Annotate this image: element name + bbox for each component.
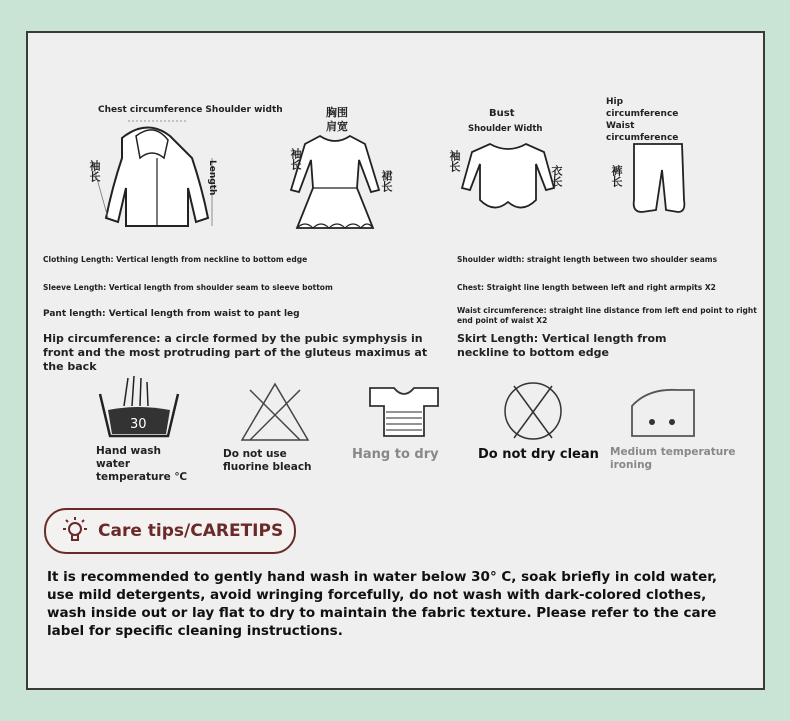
dress-illustration	[285, 130, 385, 230]
def-shoulder-width: Shoulder width: straight length between two shoulder seams	[457, 255, 718, 264]
jacket-chest-shoulder-label: Chest circumference Shoulder width	[98, 105, 283, 115]
def-skirt-length: Skirt Length: Vertical length from neckline to bottom edge	[457, 332, 667, 359]
hand-wash-label: Hand wash water temperature ℃	[96, 445, 188, 483]
pants-length-label: 裤长	[610, 165, 623, 187]
pants-illustration	[620, 140, 700, 220]
no-bleach-icon	[240, 382, 310, 442]
romper-shoulder-label: Shoulder Width	[468, 124, 543, 134]
def-sleeve-length: Sleeve Length: Vertical length from shoulder seam to sleeve bottom	[43, 283, 333, 292]
def-hip: Hip circumference: a circle formed by the pubic symphysis in front and the most protruding part of the gluteus maximus at the back	[43, 332, 428, 373]
no-dry-clean-label: Do not dry clean	[478, 447, 599, 462]
pants-hip-label: Hip circumference	[606, 97, 679, 119]
pants-waist-label: Waist circumference	[606, 121, 679, 143]
def-pant-length: Pant length: Vertical length from waist to pant leg	[43, 309, 300, 319]
lightbulb-icon	[60, 516, 90, 546]
ironing-icon	[628, 386, 698, 438]
dress-shoulder-label: 肩宽	[326, 120, 348, 133]
no-dry-clean-icon	[502, 380, 564, 442]
hand-wash-icon	[98, 376, 180, 438]
hang-dry-label: Hang to dry	[352, 447, 439, 462]
jacket-length-label: Length	[207, 160, 217, 196]
ironing-label: Medium temperature ironing	[610, 446, 736, 471]
care-tips-text: It is recommended to gently hand wash in water below 30° C, soak briefly in cold water, use mild detergents, avoid wringing forcefully, do not wash with dark-colored clothes, wash inside out or lay flat to dry to maintain the fabric texture. Please refer to the care label for specific cleaning instructions.	[47, 569, 718, 639]
def-clothing-length: Clothing Length: Vertical length from neckline to bottom edge	[43, 255, 308, 264]
care-tips-header	[44, 508, 296, 554]
dress-length-label: 裙长	[380, 170, 393, 192]
care-tips-title: Care tips/CARETIPS	[98, 521, 284, 541]
romper-bust-label: Bust	[489, 108, 515, 119]
romper-illustration	[458, 138, 558, 218]
hang-dry-icon	[368, 382, 440, 438]
def-waist: Waist circumference: straight line distance from left end point to right end point of waist X2	[457, 306, 757, 325]
jacket-illustration	[92, 118, 222, 233]
hand-wash-temp: 30	[130, 417, 147, 432]
no-bleach-label: Do not use fluorine bleach	[223, 448, 312, 473]
romper-length-label: 衣长	[550, 165, 563, 187]
romper-sleeve-label: 袖长	[448, 150, 461, 172]
dress-sleeve-label: 袖长	[289, 148, 302, 170]
jacket-sleeve-label: 袖长	[88, 160, 101, 182]
def-chest: Chest: Straight line length between left and right armpits X2	[457, 283, 716, 292]
dress-chest-label: 胸围	[326, 106, 348, 119]
